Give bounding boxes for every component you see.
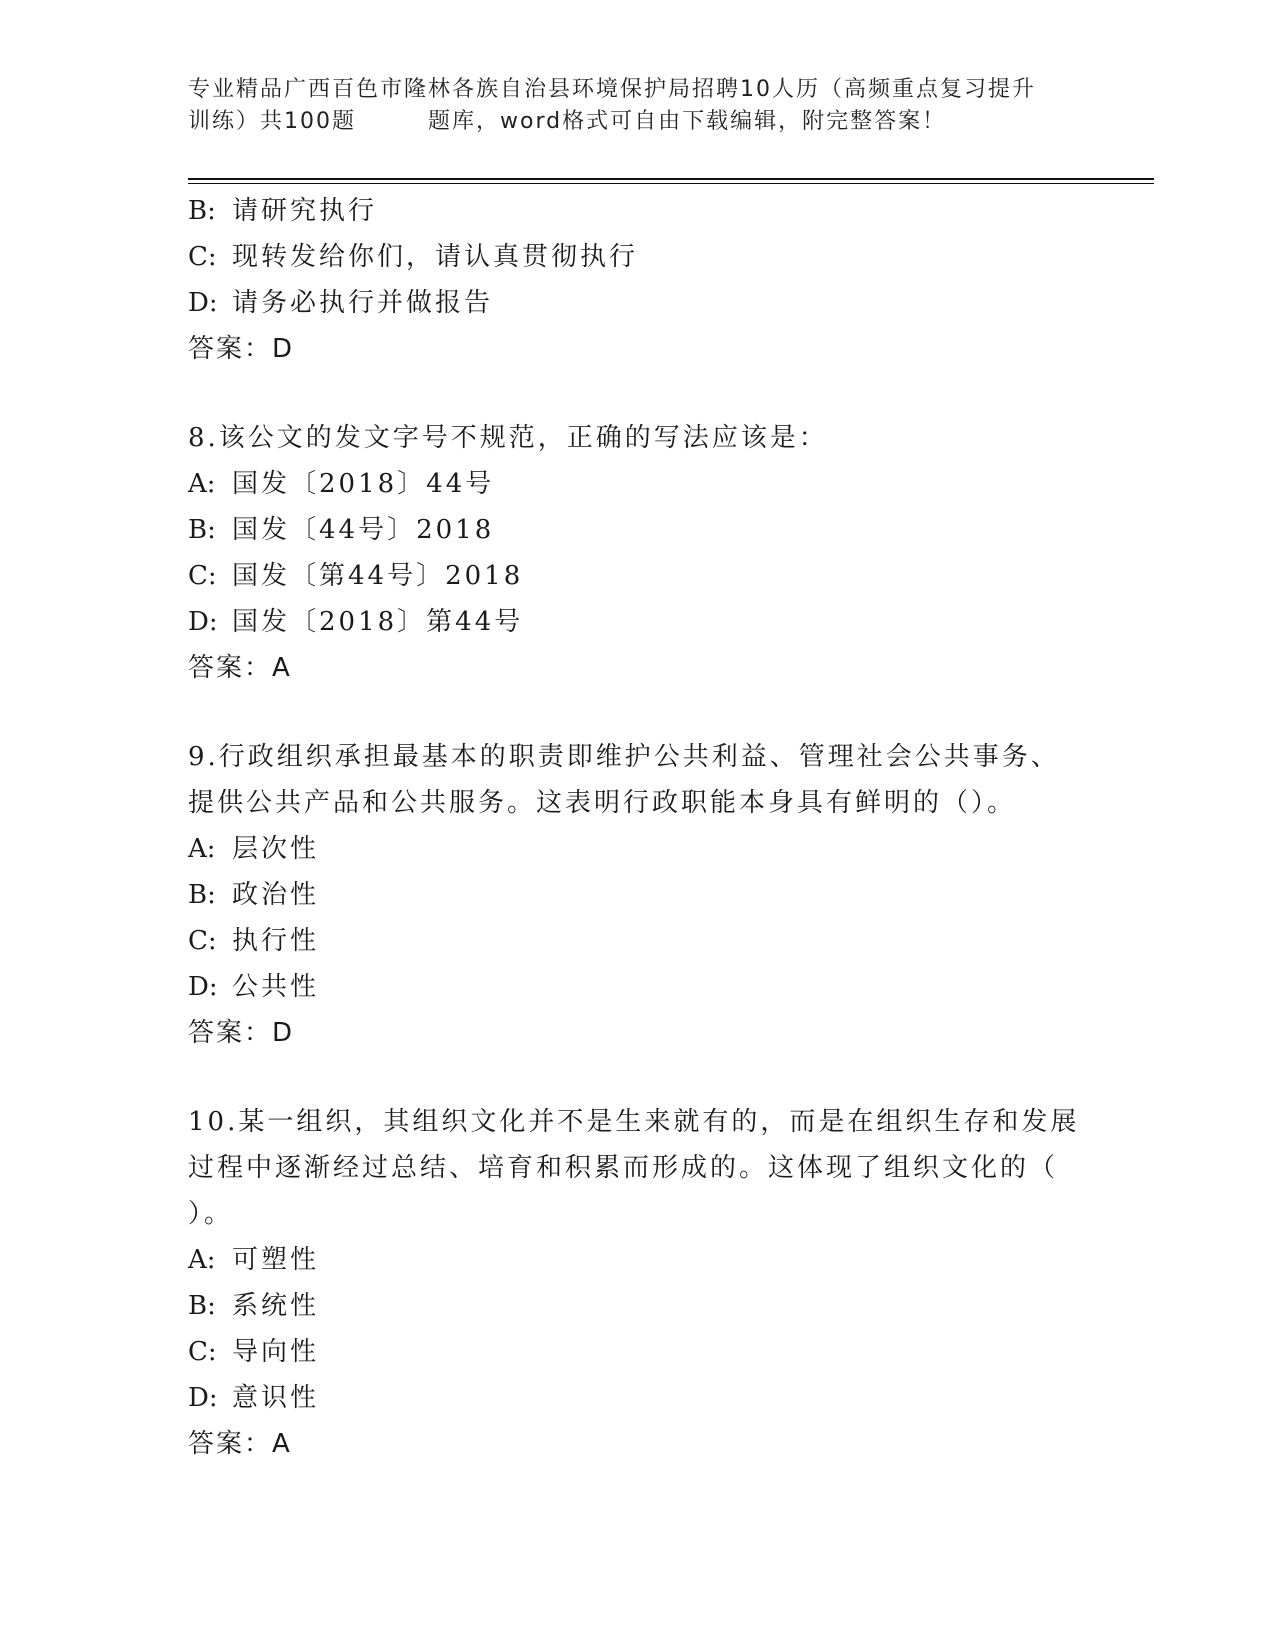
option-d: [188, 1375, 1088, 1421]
question-content: [188, 188, 1088, 1467]
option-letter: D:: [188, 1383, 218, 1413]
option-text: 公共性: [232, 972, 320, 1002]
option-text: 导向性: [232, 1337, 320, 1367]
option-letter: C:: [188, 926, 217, 956]
header-rule-thick: [188, 178, 1154, 180]
question-text: 8.该公文的发文字号不规范，正确的写法应该是：: [188, 423, 828, 453]
header-line-2b: 题库，word格式可自由下载编辑，附完整答案！: [428, 109, 947, 134]
option-text: 国发〔44号〕2018: [232, 515, 495, 545]
option-letter: B:: [188, 515, 216, 545]
option-text: 可塑性: [232, 1245, 320, 1275]
option-letter: C:: [188, 561, 217, 591]
option-letter: A:: [188, 834, 216, 864]
question-text: 9.行政组织承担最基本的职责即维护公共利益、管理社会公共事务、: [188, 742, 1060, 772]
answer-line: 答案：D: [188, 1018, 295, 1048]
option-c: [188, 1329, 1088, 1375]
option-a: [188, 826, 1088, 872]
option-c: [188, 918, 1088, 964]
option-text: 国发〔2018〕第44号: [232, 607, 524, 637]
answer-line: 答案：A: [188, 653, 292, 683]
option-letter: B:: [188, 1291, 216, 1321]
option-text: 请研究执行: [232, 196, 378, 226]
option-letter: A:: [188, 1245, 216, 1275]
header-line-1: 专业精品广西百色市隆林各族自治县环境保护局招聘10人历（高频重点复习提升: [188, 77, 1036, 102]
option-c: [188, 234, 1088, 280]
option-b: [188, 872, 1088, 918]
option-letter: D:: [188, 972, 218, 1002]
question-text: 提供公共产品和公共服务。这表明行政职能本身具有鲜明的（）。: [188, 788, 1017, 818]
header-line-2: [188, 106, 1068, 138]
option-letter: D:: [188, 607, 218, 637]
question-block-7: [188, 188, 1088, 372]
question-block-8: [188, 415, 1088, 691]
answer-line: 答案：D: [188, 334, 295, 364]
option-letter: B:: [188, 196, 216, 226]
option-text: 执行性: [232, 926, 320, 956]
option-d: [188, 964, 1088, 1010]
option-c: [188, 553, 1088, 599]
option-b: [188, 1283, 1088, 1329]
question-text: 过程中逐渐经过总结、培育和积累而形成的。这体现了组织文化的（: [188, 1153, 1059, 1183]
header-rule-thin: [188, 183, 1154, 184]
option-text: 层次性: [232, 834, 320, 864]
option-text: 意识性: [232, 1383, 320, 1413]
option-text: 现转发给你们，请认真贯彻执行: [232, 242, 639, 272]
option-text: 国发〔第44号〕2018: [232, 561, 524, 591]
option-text: 政治性: [232, 880, 320, 910]
option-letter: B:: [188, 880, 216, 910]
option-text: 国发〔2018〕44号: [232, 469, 495, 499]
document-header: [188, 74, 1068, 138]
option-b: [188, 507, 1088, 553]
option-letter: C:: [188, 1337, 217, 1367]
option-d: [188, 280, 1088, 326]
option-a: [188, 1237, 1088, 1283]
question-text: ）。: [188, 1199, 234, 1229]
option-d: [188, 599, 1088, 645]
header-line-2a: 训练）共100题: [188, 109, 356, 134]
question-block-10: [188, 1099, 1088, 1467]
question-text: 10.某一组织，其组织文化并不是生来就有的，而是在组织生存和发展: [188, 1107, 1080, 1137]
option-letter: A:: [188, 469, 216, 499]
option-text: 请务必执行并做报告: [232, 288, 494, 318]
option-b: [188, 188, 1088, 234]
answer-line: 答案：A: [188, 1429, 292, 1459]
question-block-9: [188, 734, 1088, 1056]
option-letter: D:: [188, 288, 218, 318]
option-text: 系统性: [232, 1291, 320, 1321]
option-letter: C:: [188, 242, 217, 272]
option-a: [188, 461, 1088, 507]
